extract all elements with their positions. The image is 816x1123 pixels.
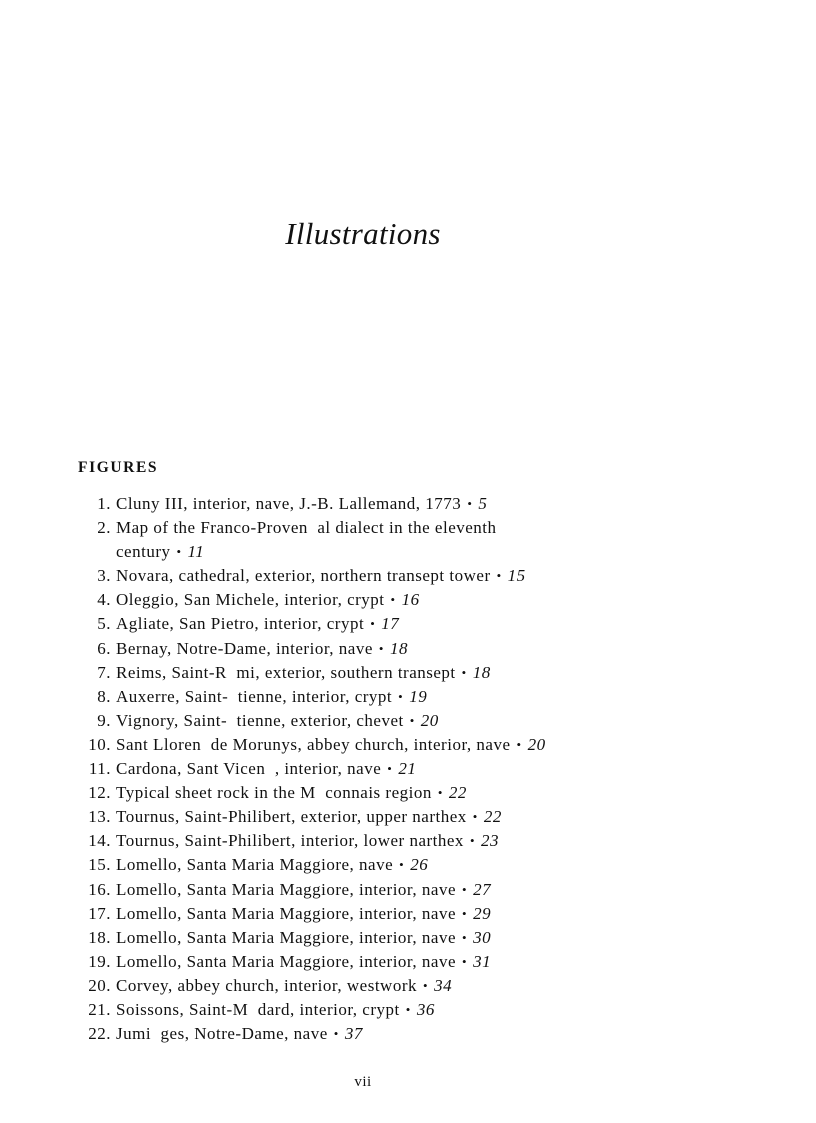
figure-entry: [78, 709, 738, 733]
figure-number: 9.: [97, 710, 111, 730]
figure-caption-text: Cardona, Sant Vicen , interior, nave: [116, 759, 382, 779]
figure-caption: [116, 829, 738, 853]
figure-page-number: 22: [483, 807, 502, 827]
figure-caption: [116, 637, 738, 661]
page-title: Illustrations: [285, 216, 441, 251]
bullet-separator: •: [496, 568, 502, 584]
figure-caption-text: Soissons, Saint-M dard, interior, crypt: [116, 999, 400, 1019]
bullet-separator: •: [398, 688, 404, 704]
figure-caption-text: Corvey, abbey church, interior, westwork: [116, 975, 417, 995]
bullet-separator: •: [176, 544, 182, 560]
figure-entry: [78, 878, 738, 902]
figure-caption: [116, 805, 738, 829]
figure-caption-text: Map of the Franco-Proven al dialect in the eleventh: [116, 518, 497, 538]
bullet-separator: •: [409, 712, 415, 728]
figure-caption: [116, 492, 738, 516]
figure-entry: [78, 612, 738, 636]
figure-caption: [116, 757, 738, 781]
figure-caption: [116, 733, 738, 757]
figure-entry: [78, 1022, 738, 1046]
figure-number: 10.: [88, 734, 111, 754]
figure-page-number: 29: [473, 903, 492, 923]
figure-caption-text: Tournus, Saint-Philibert, exterior, upper narthex: [116, 807, 467, 827]
figure-entry: [78, 781, 738, 805]
figure-page-number: 31: [473, 951, 492, 971]
figure-caption: [116, 950, 738, 974]
bullet-separator: •: [472, 809, 478, 825]
page-number: vii: [354, 1074, 372, 1090]
figure-caption-text: Jumi ges, Notre-Dame, nave: [116, 1024, 328, 1044]
figure-entry: [78, 902, 738, 926]
figure-caption: [116, 661, 738, 685]
figure-entry: [78, 516, 738, 564]
figure-number: 16.: [88, 879, 111, 899]
figure-number: 15.: [88, 855, 111, 875]
figure-number: 1.: [97, 494, 111, 513]
bullet-separator: •: [423, 977, 429, 993]
figure-caption-text: Typical sheet rock in the M connais region: [116, 783, 432, 803]
figure-caption: [116, 902, 738, 926]
figure-caption-text: Tournus, Saint-Philibert, interior, lower narthex: [116, 831, 464, 851]
figure-list: [78, 492, 738, 1046]
figure-caption: [116, 709, 738, 733]
figure-entry: [78, 853, 738, 877]
figure-caption-text: Bernay, Notre-Dame, interior, nave: [116, 638, 373, 658]
figure-number: 2.: [97, 518, 111, 538]
figure-caption-text: Reims, Saint-R mi, exterior, southern transept: [116, 662, 456, 682]
bullet-separator: •: [333, 1026, 339, 1042]
figure-page-number: 20: [420, 710, 439, 730]
bullet-separator: •: [461, 664, 467, 680]
bullet-separator: •: [467, 496, 473, 511]
bullet-separator: •: [462, 905, 468, 921]
figure-number: 17.: [88, 903, 111, 923]
figure-entry: [78, 829, 738, 853]
figure-number: 19.: [88, 951, 111, 971]
figure-page-number: 37: [344, 1024, 363, 1044]
figure-number: 3.: [97, 566, 111, 586]
figure-entry: [78, 926, 738, 950]
figure-entry: [78, 974, 738, 998]
figure-number: 5.: [97, 614, 111, 634]
bullet-separator: •: [469, 833, 475, 849]
figure-page-number: 17: [381, 614, 400, 634]
bullet-separator: •: [387, 761, 393, 777]
figure-entry: [78, 685, 738, 709]
bullet-separator: •: [378, 640, 384, 656]
figure-number: 22.: [88, 1024, 111, 1044]
figure-caption: [116, 998, 738, 1022]
figure-page-number: 30: [473, 927, 492, 947]
figure-caption-text: Lomello, Santa Maria Maggiore, interior, nave: [116, 879, 456, 899]
figure-number: 6.: [97, 638, 111, 658]
figure-number: 14.: [88, 831, 111, 851]
figure-page-number: 19: [409, 686, 428, 706]
figure-page-number: 18: [389, 638, 408, 658]
figure-caption: [116, 781, 738, 805]
bullet-separator: •: [462, 953, 468, 969]
bullet-separator: •: [462, 881, 468, 897]
figure-caption: [116, 926, 738, 950]
figure-page-number: 20: [527, 734, 546, 754]
figure-page-number: 27: [473, 879, 492, 899]
figure-caption: [116, 1022, 738, 1046]
figure-entry: [78, 564, 738, 588]
figure-page-number: 26: [410, 855, 429, 875]
figure-page-number: 15: [507, 566, 526, 586]
bullet-separator: •: [405, 1001, 411, 1017]
figure-number: 13.: [88, 807, 111, 827]
figure-number: 7.: [97, 662, 111, 682]
figure-page-number: 36: [416, 999, 435, 1019]
bullet-separator: •: [462, 929, 468, 945]
figure-caption-text: Auxerre, Saint- tienne, interior, crypt: [116, 686, 393, 706]
figure-entry: [78, 492, 738, 516]
figure-caption-text: Lomello, Santa Maria Maggiore, interior, nave: [116, 927, 456, 947]
figure-caption: [116, 612, 738, 636]
figure-caption-text: century: [116, 542, 171, 562]
figure-entry: [78, 588, 738, 612]
bullet-separator: •: [399, 857, 405, 873]
figure-caption-text: Lomello, Santa Maria Maggiore, interior, nave: [116, 951, 456, 971]
figure-caption-text: Sant Lloren de Morunys, abbey church, interior, nave: [116, 734, 511, 754]
figure-page-number: 18: [472, 662, 491, 682]
figure-caption: [116, 516, 738, 564]
figure-entry: [78, 637, 738, 661]
figure-number: 11.: [88, 759, 111, 779]
figure-entry: [78, 733, 738, 757]
figure-caption: [116, 588, 738, 612]
figure-caption-text: Agliate, San Pietro, interior, crypt: [116, 614, 365, 634]
figure-page-number: 34: [434, 975, 453, 995]
figure-caption-text: Lomello, Santa Maria Maggiore, nave: [116, 855, 394, 875]
bullet-separator: •: [390, 592, 396, 608]
section-heading-figures: FIGURES: [78, 459, 159, 476]
figure-caption-text: Cluny III, interior, nave, J.-B. Lallemand, 1773: [116, 494, 462, 513]
bullet-separator: •: [370, 616, 376, 632]
figure-caption: [116, 974, 738, 998]
figure-caption-text: Lomello, Santa Maria Maggiore, interior, nave: [116, 903, 456, 923]
figure-caption: [116, 685, 738, 709]
figure-page-number: 23: [481, 831, 499, 851]
figure-page-number: 22: [448, 783, 467, 803]
figure-page-number: 21: [398, 759, 417, 779]
figure-caption: [116, 564, 738, 588]
figure-page-number: 11: [187, 542, 205, 562]
figure-number: 18.: [88, 927, 111, 947]
figure-caption-text: Oleggio, San Michele, interior, crypt: [116, 590, 385, 610]
figure-entry: [78, 661, 738, 685]
figure-caption: [116, 878, 738, 902]
figure-entry: [78, 757, 738, 781]
figure-number: 8.: [97, 686, 111, 706]
figure-entry: [78, 805, 738, 829]
figure-page-number: 5: [478, 494, 488, 513]
bullet-separator: •: [437, 785, 443, 801]
figure-number: 12.: [88, 783, 111, 803]
figure-caption-text: Novara, cathedral, exterior, northern transept tower: [116, 566, 491, 586]
figure-caption-text: Vignory, Saint- tienne, exterior, chevet: [116, 710, 404, 730]
figure-page-number: 16: [401, 590, 420, 610]
figure-caption: [116, 853, 738, 877]
figure-number: 20.: [88, 975, 111, 995]
bullet-separator: •: [516, 736, 522, 752]
figure-entry: [78, 950, 738, 974]
figure-entry: [78, 998, 738, 1022]
figure-number: 4.: [97, 590, 111, 610]
figure-number: 21.: [88, 999, 111, 1019]
